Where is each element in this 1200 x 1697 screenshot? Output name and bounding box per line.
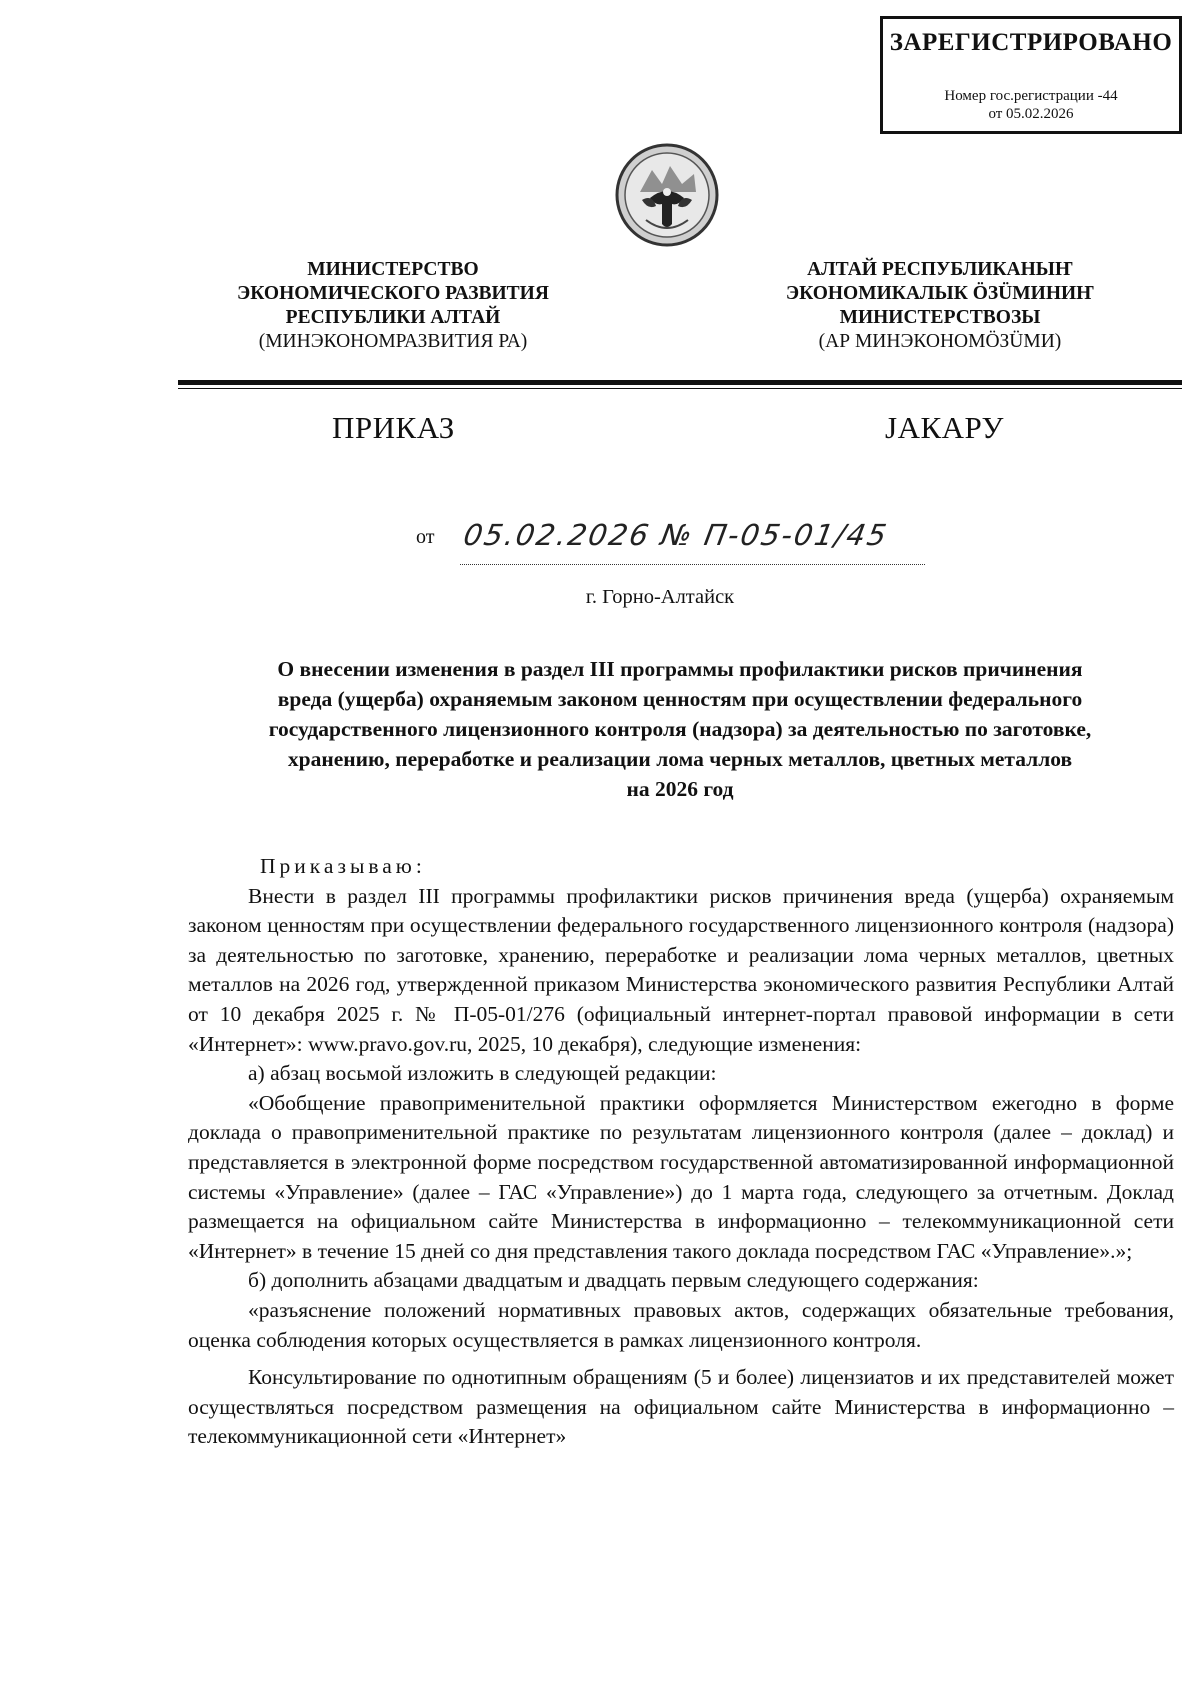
handwritten-date-number: 05.02.2026 № П-05-01/45 [461, 518, 891, 552]
order-word: Приказываю: [260, 854, 426, 878]
registration-stamp [880, 16, 1182, 134]
ministry-line-3: РЕСПУБЛИКИ АЛТАЙ [285, 307, 501, 328]
ministry-altai-line-2: ЭКОНОМИКАЛЫК ÖЗÜМИНИҤ [785, 283, 1095, 304]
doc-type-russian: ПРИКАЗ [332, 410, 455, 445]
paragraph-4: б) дополнить абзацами двадцатым и двадцать первым следующего содержания: [248, 1268, 979, 1293]
ministry-name-altai [720, 258, 1160, 354]
paragraph-2: а) абзац восьмой изложить в следующей редакции: [248, 1061, 717, 1086]
doc-type-altai: ЈАКАРУ [885, 410, 1004, 445]
stamp-reg-number: Номер гос.регистрации -44 [944, 88, 1118, 104]
stamp-reg-date: от 05.02.2026 [988, 106, 1074, 122]
paragraph-6: Консультирование по однотипным обращениям (5 и более) лицензиатов и их представителей может осуществляться посредством размещения на официальном сайте Министерства в информационно – телекоммуникационной сети «Интернет» [188, 1365, 1174, 1449]
date-from-label: от [416, 526, 435, 548]
date-number-line [416, 520, 936, 570]
paragraph-3: «Обобщение правоприменительной практики оформляется Министерством ежегодно в форме доклада о правоприменительной практике по результатам лицензионного контроля (далее – доклад) и представляется в электронной форме посредством государственной автоматизированной информационной системы «Управление» (далее – ГАС «Управление») до 1 марта года, следующего за отчетным. Доклад размещается на официальном сайте Министерства в информационно – телекоммуникационной сети «Интернет» в течение 15 дней со дня представления такого доклада посредством ГАС «Управление».»; [188, 1090, 1174, 1263]
city: г. Горно-Алтайск [585, 586, 735, 608]
subject-line-4: хранению, переработке и реализации лома черных металлов, цветных металлов [287, 747, 1073, 771]
stamp-title: ЗАРЕГИСТРИРОВАНО [889, 29, 1173, 56]
subject-line-1: О внесении изменения в раздел III программы профилактики рисков причинения [277, 657, 1083, 681]
ministry-abbrev: (МИНЭКОНОМРАЗВИТИЯ РА) [258, 331, 528, 352]
ministry-altai-abbrev: (АР МИНЭКОНОМÖЗÜМИ) [818, 331, 1062, 352]
order-subject [178, 654, 1182, 804]
date-underline [460, 564, 925, 565]
paragraph-5: «разъяснение положений нормативных правовых актов, содержащих обязательные требования, оценка соблюдения которых осуществляется в рамках лицензионного контроля. [188, 1297, 1174, 1352]
paragraph-1: Внести в раздел III программы профилактики рисков причинения вреда (ущерба) охраняемым законом ценностям при осуществлении федерального государственного лицензионного контроля (надзора) за деятельностью по заготовке, хранению, переработке и реализации лома черных металлов, цветных металлов на 2026 год, утвержденной приказом Министерства экономического развития Республики Алтай от 10 декабря 2025 г. № П-05-01/276 (официальный интернет-портал правовой информации в сети «Интернет»: www.pravo.gov.ru, 2025, 10 декабря), следующие изменения: [188, 883, 1174, 1056]
ministry-line-1: МИНИСТЕРСТВО [307, 259, 479, 280]
subject-line-2: вреда (ущерба) охраняемым законом ценностям при осуществлении федерального [277, 687, 1083, 711]
ministry-altai-line-3: МИНИСТЕРСТВОЗЫ [839, 307, 1041, 328]
subject-line-3: государственного лицензионного контроля (надзора) за деятельностью по заготовке, [268, 717, 1092, 741]
order-body [188, 852, 1174, 1452]
subject-line-5: на 2026 год [626, 777, 734, 801]
ministry-line-2: ЭКОНОМИЧЕСКОГО РАЗВИТИЯ [237, 283, 549, 304]
header-divider-thin [178, 388, 1182, 389]
ministry-altai-line-1: АЛТАЙ РЕСПУБЛИКАНЫҤ [807, 259, 1073, 280]
header-divider-thick [178, 380, 1182, 385]
coat-of-arms-emblem [612, 140, 722, 250]
ministry-name-russian [173, 258, 613, 354]
